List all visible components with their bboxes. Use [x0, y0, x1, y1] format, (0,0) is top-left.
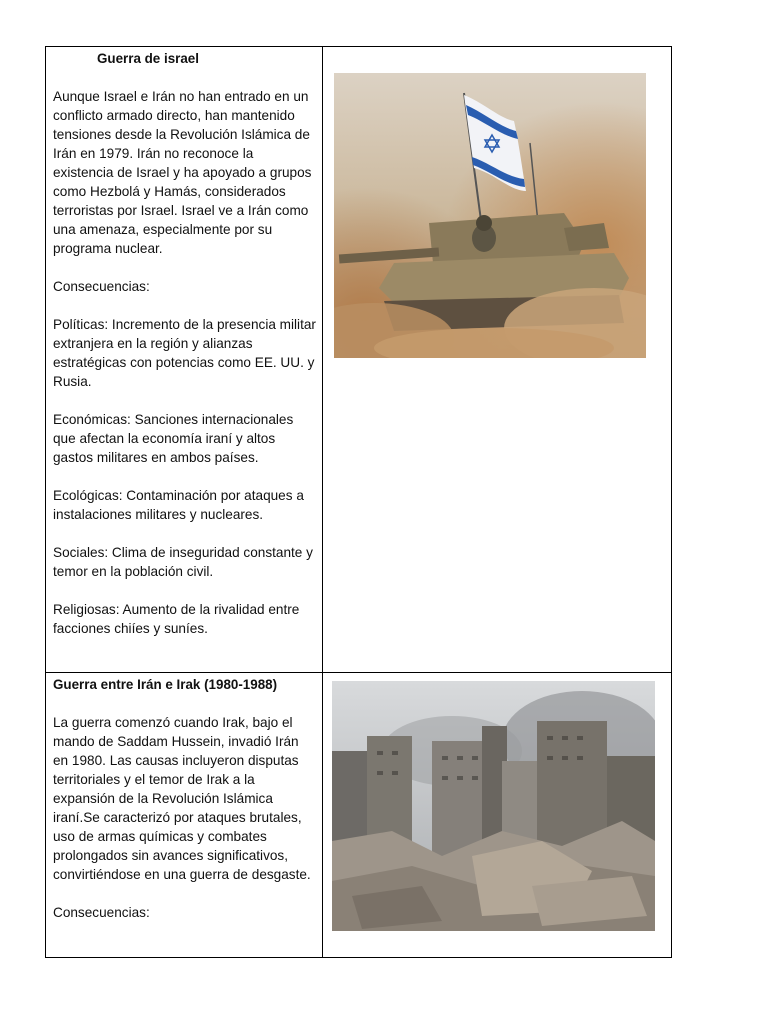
paragraph: Aunque Israel e Irán no han entrado en un conflicto armado directo, han mantenido tensiones desde la Revolución Islámica de Irán en 1979. Irán no reconoce la existencia de Israel y ha apoyado a grupos como Hezbolá y Hamás, considerados terroristas por Israel. Israel ve a Irán como una amenaza, especialmente por su programa nuclear. [53, 89, 312, 256]
text-cell [46, 47, 323, 673]
tank-with-flag-photo [334, 73, 646, 358]
paragraph: Religiosas: Aumento de la rivalidad entre facciones chiíes y suníes. [53, 602, 300, 636]
paragraph: Económicas: Sanciones internacionales que afectan la economía iraní y altos gastos militares en ambos países. [53, 412, 294, 465]
paragraph: Sociales: Clima de inseguridad constante y temor en la población civil. [53, 545, 313, 579]
image-cell [323, 47, 672, 673]
paragraph: Consecuencias: [53, 905, 150, 920]
document-table [45, 46, 672, 958]
table-row [46, 47, 672, 673]
image-cell [323, 673, 672, 958]
table-row [46, 673, 672, 958]
paragraph: Consecuencias: [53, 279, 150, 294]
section-title: Guerra entre Irán e Irak (1980-1988) [53, 677, 278, 692]
text-cell [46, 673, 323, 958]
paragraph: Políticas: Incremento de la presencia militar extranjera en la región y alianzas estratégicas con potencias como EE. UU. y Rusia. [53, 317, 316, 389]
section-title: Guerra de israel [97, 51, 199, 66]
destroyed-buildings-photo [332, 681, 655, 931]
paragraph: Ecológicas: Contaminación por ataques a instalaciones militares y nucleares. [53, 488, 304, 522]
paragraph: La guerra comenzó cuando Irak, bajo el mando de Saddam Hussein, invadió Irán en 1980. Las causas incluyeron disputas territoriales y el temor de Irak a la expansión de la Revolución Islámica iraní.Se caracterizó por ataques brutales, uso de armas químicas y combates prolongados sin avances significativos, convirtiéndose en una guerra de desgaste. [53, 715, 311, 882]
